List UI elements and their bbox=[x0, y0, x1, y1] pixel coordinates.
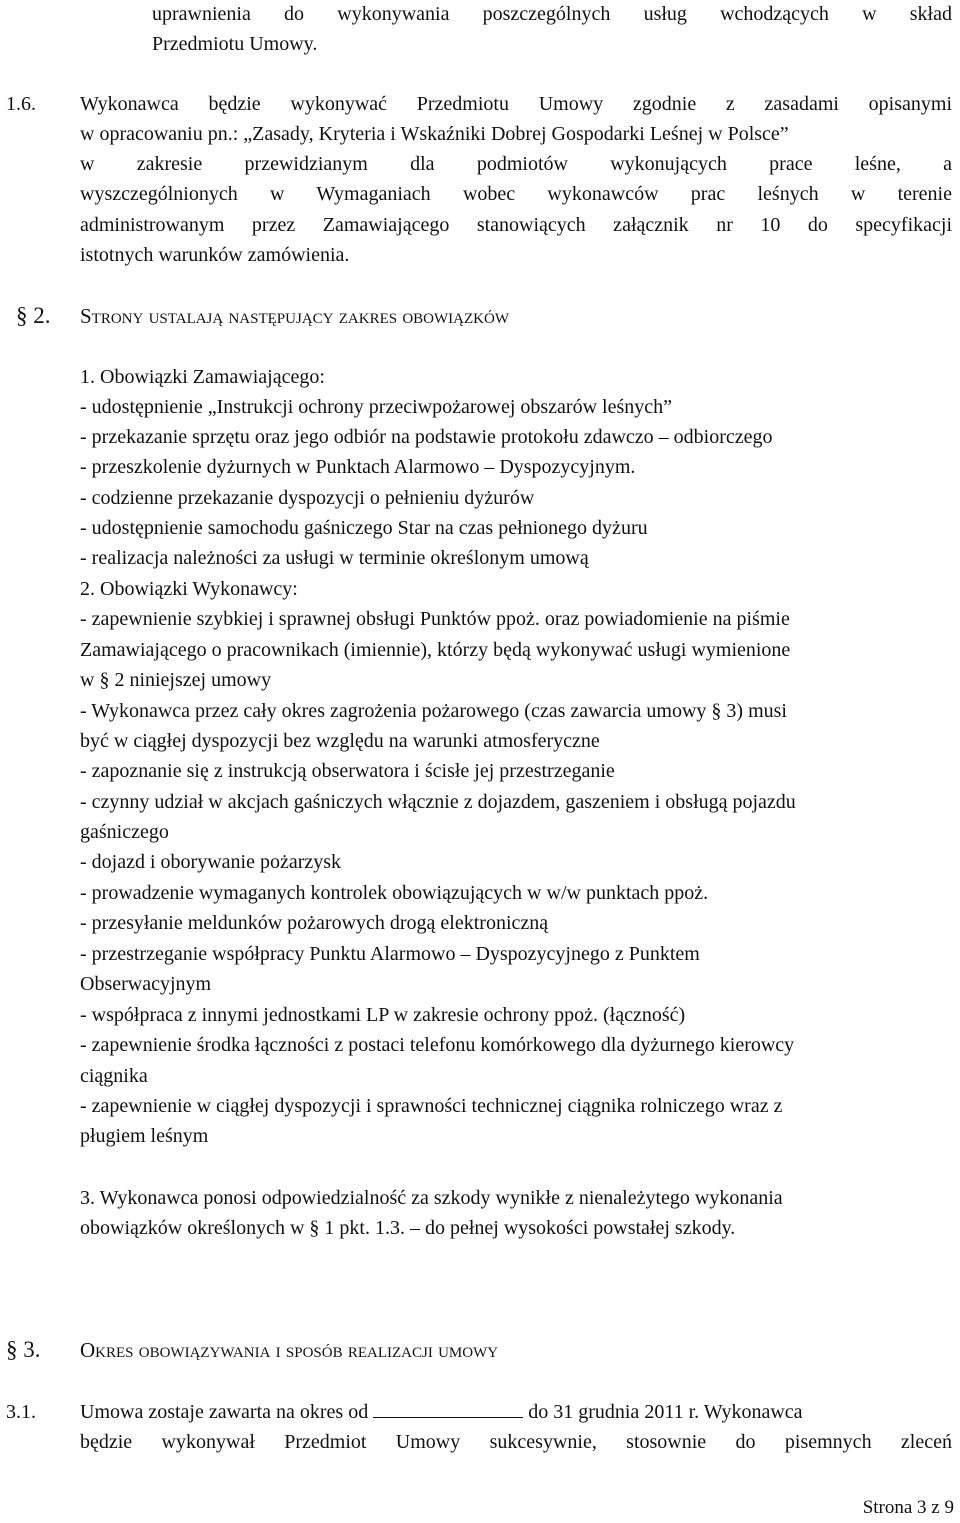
list-item: - codzienne przekazanie dyspozycji o pełnieniu dyżurów bbox=[80, 487, 535, 509]
list-item: - udostępnienie samochodu gaśniczego Star na czas pełnionego dyżuru bbox=[80, 517, 648, 539]
blank-date-field bbox=[373, 1415, 523, 1418]
list-item: Obserwacyjnym bbox=[80, 973, 212, 995]
paragraph-line: uprawnienia do wykonywania poszczególnych usług wchodzących w skład bbox=[152, 3, 952, 25]
list-item: w § 2 niniejszej umowy bbox=[80, 669, 272, 691]
section-heading: Okres obowiązywania i sposób realizacji umowy bbox=[80, 1338, 499, 1362]
paragraph-line: w opracowaniu pn.: „Zasady, Kryteria i Wskaźniki Dobrej Gospodarki Leśnej w Polsce” bbox=[80, 123, 789, 145]
list-item: gaśniczego bbox=[80, 821, 169, 843]
paragraph-line: istotnych warunków zamówienia. bbox=[80, 244, 350, 266]
section-number: § 2. bbox=[16, 303, 51, 328]
list-item: - zapoznanie się z instrukcją obserwatora i ścisłe jej przestrzeganie bbox=[80, 760, 615, 782]
section-heading: Strony ustalają następujący zakres obowiązków bbox=[80, 304, 509, 328]
clause-number: 1.6. bbox=[6, 93, 36, 115]
list-item: - realizacja należności za usługi w terminie określonym umową bbox=[80, 547, 589, 569]
list-item: - przekazanie sprzętu oraz jego odbiór na podstawie protokołu zdawczo – odbiorczego bbox=[80, 426, 773, 448]
paragraph-line: w zakresie przewidzianym dla podmiotów wykonujących prace leśne, a bbox=[80, 153, 952, 175]
paragraph-text: do 31 grudnia 2011 r. Wykonawca bbox=[528, 1401, 803, 1423]
paragraph-line: administrowanym przez Zamawiającego stanowiących załącznik nr 10 do specyfikacji bbox=[80, 214, 952, 236]
list-item: - przesyłanie meldunków pożarowych drogą elektroniczną bbox=[80, 912, 549, 934]
paragraph-line: Przedmiotu Umowy. bbox=[152, 33, 318, 55]
paragraph-line: będzie wykonywał Przedmiot Umowy sukcesywnie, stosownie do pisemnych zleceń bbox=[80, 1431, 952, 1453]
list-item: być w ciągłej dyspozycji bez względu na warunki atmosferyczne bbox=[80, 730, 600, 752]
list-item: - zapewnienie środka łączności z postaci telefonu komórkowego dla dyżurnego kierowcy bbox=[80, 1034, 795, 1056]
page-number: Strona 3 z 9 bbox=[862, 1497, 954, 1518]
list-item: - Wykonawca przez cały okres zagrożenia pożarowego (czas zawarcia umowy § 3) musi bbox=[80, 700, 787, 722]
list-item: - współpraca z innymi jednostkami LP w zakresie ochrony ppoż. (łączność) bbox=[80, 1004, 686, 1026]
list-heading: 1. Obowiązki Zamawiającego: bbox=[80, 366, 325, 388]
list-item: - przestrzeganie współpracy Punktu Alarmowo – Dyspozycyjnego z Punktem bbox=[80, 943, 700, 965]
list-item: ciągnika bbox=[80, 1065, 148, 1087]
paragraph-line bbox=[80, 1400, 803, 1424]
section-number: § 3. bbox=[6, 1337, 41, 1362]
list-item: - prowadzenie wymaganych kontrolek obowiązujących w w/w punktach ppoż. bbox=[80, 882, 709, 904]
list-item: - zapewnienie szybkiej i sprawnej obsługi Punktów ppoż. oraz powiadomienie na piśmie bbox=[80, 608, 790, 630]
list-item: Zamawiającego o pracownikach (imiennie), którzy będą wykonywać usługi wymienione bbox=[80, 639, 791, 661]
list-heading: 2. Obowiązki Wykonawcy: bbox=[80, 578, 298, 600]
list-item: - udostępnienie „Instrukcji ochrony przeciwpożarowej obszarów leśnych” bbox=[80, 396, 673, 418]
list-item: - zapewnienie w ciągłej dyspozycji i sprawności technicznej ciągnika rolniczego wraz z bbox=[80, 1095, 783, 1117]
clause-number: 3.1. bbox=[6, 1401, 36, 1423]
paragraph-line: 3. Wykonawca ponosi odpowiedzialność za szkody wynikłe z nienależytego wykonania bbox=[80, 1187, 783, 1209]
list-item: - przeszkolenie dyżurnych w Punktach Alarmowo – Dyspozycyjnym. bbox=[80, 456, 636, 478]
paragraph-line: obowiązków określonych w § 1 pkt. 1.3. – do pełnej wysokości powstałej szkody. bbox=[80, 1217, 736, 1239]
paragraph-text: Umowa zostaje zawarta na okres od bbox=[80, 1401, 369, 1423]
list-item: pługiem leśnym bbox=[80, 1125, 209, 1147]
paragraph-line: wyszczególnionych w Wymaganiach wobec wykonawców prac leśnych w terenie bbox=[80, 183, 952, 205]
list-item: - dojazd i oborywanie pożarzysk bbox=[80, 851, 342, 873]
list-item: - czynny udział w akcjach gaśniczych włącznie z dojazdem, gaszeniem i obsługą pojazdu bbox=[80, 791, 796, 813]
paragraph-line: Wykonawca będzie wykonywać Przedmiotu Umowy zgodnie z zasadami opisanymi bbox=[80, 93, 952, 115]
